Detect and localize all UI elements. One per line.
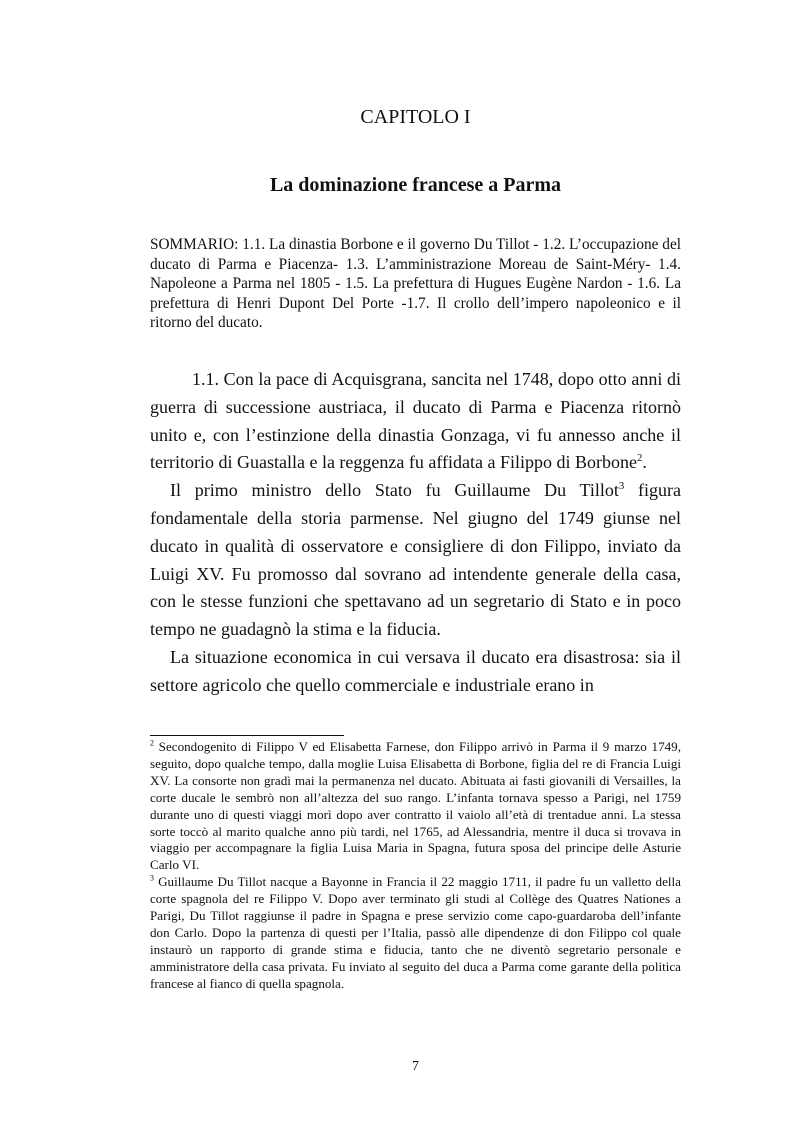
chapter-summary: SOMMARIO: 1.1. La dinastia Borbone e il governo Du Tillot - 1.2. L’occupazione del ducato di Parma e Piacenza- 1.3. L’amministrazione Moreau de Saint-Méry- 1.4. Napoleone a Parma nel 1805 - 1.5. La prefettura di Hugues Eugène Nardon - 1.6. La prefettura di Henri Dupont Del Porte -1.7. Il crollo dell’impero napoleonico e il ritorno del ducato. [150,236,681,332]
paragraph-2-text-b: figura fondamentale della storia parmense. Nel giugno del 1749 giunse nel ducato in qualità di osservatore e consigliere di don Filippo, inviato da Luigi XV. Fu promosso dal sovrano ad intendente generale della casa, con le stesse funzioni che spettavano ad un segretario di Stato e in poco tempo ne guadagnò la stima e la fiducia. [150,480,681,640]
footnote-3 [150,874,681,992]
paragraph-1-text: 1.1. Con la pace di Acquisgrana, sancita nel 1748, dopo otto anni di guerra di successione austriaca, il ducato di Parma e Piacenza ritornò unito e, con l’estinzione della dinastia Gonzaga, vi fu annesso anche il territorio di Guastalla e la reggenza fu affidata a Filippo di Borbone [150,369,681,473]
paragraph-1-end: . [642,452,647,473]
paragraph-1 [150,366,681,477]
chapter-title: La dominazione francese a Parma [269,174,562,196]
footnote-2 [150,739,681,874]
chapter-heading: CAPITOLO I [360,106,471,128]
paragraph-3: La situazione economica in cui versava il ducato era disastrosa: sia il settore agricolo che quello commerciale e industriale erano in [150,646,681,695]
footnote-separator [150,735,344,736]
paragraph-2 [150,477,681,644]
body-text [150,366,681,700]
paragraph-2-text-a: Il primo ministro dello Stato fu Guillaume Du Tillot [170,480,619,501]
page-number: 7 [412,1059,419,1074]
footnote-2-text: Secondogenito di Filippo V ed Elisabetta Farnese, don Filippo arrivò in Parma il 9 marzo 1749, seguito, dopo qualche tempo, dalla moglie Luisa Elisabetta di Borbone, figlia del re di Francia Luigi XV. La consorte non gradì mai la permanenza nel ducato. Abituata ai fasti giovanili di Versailles, la corte ducale le sembrò non all’altezza del suo rango. L’infanta tornava spesso a Parigi, nel 1759 durante uno di questi viaggi morì dopo aver contratto il vaiolo all’età di trentadue anni. La stessa sorte toccò al marito qualche anno più tardi, nel 1765, ad Alessandria, mentre il duca si trovava in viaggio per accompagnare la figlia Luisa Maria in Spagna, futura sposa del principe delle Asturie Carlo VI. [150,739,681,873]
footnote-2-number: 2 [150,738,154,748]
footnote-3-text: Guillaume Du Tillot nacque a Bayonne in Francia il 22 maggio 1711, il padre fu un valletto della corte spagnola del re Filippo V. Dopo aver terminato gli studi al Collège des Quatres Nationes a Parigi, Du Tillot raggiunse il padre in Spagna e prese servizio come capo-guardaroba dell’infante don Carlo. Dopo la partenza di questi per l’Italia, passò alle dipendenze di don Filippo col quale instaurò un rapporto di grande stima e fiducia, tanto che ne diventò segretario personale e amministratore della casa privata. Fu inviato al seguito del duca a Parma come garante della politica francese al fianco di quella spagnola. [150,874,681,991]
footnote-ref-2: 2 [637,452,643,465]
footnote-ref-3: 3 [618,480,625,493]
footnote-3-number: 3 [150,873,154,883]
footnotes [150,739,681,993]
